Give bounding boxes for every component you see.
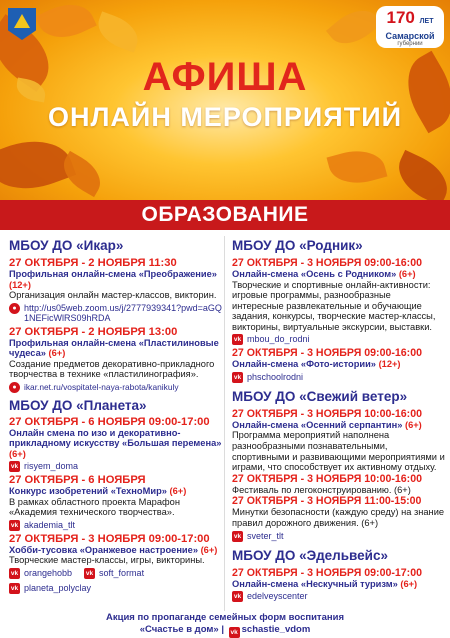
column-divider — [224, 236, 225, 611]
org-title-edelweiss: МБОУ ДО «Эдельвейс» — [232, 547, 388, 563]
event-description: Программа мероприятий наполнена разнообразными познавательными, спортивными и развивающими мероприятиями и играми, что способствует их активному отдыху. — [232, 430, 445, 473]
event-description: Творческие и спортивные онлайн-активности: игровые программы, разнообразные интересные развлекательные и обучающие задания, конкурсы, творческие мастер-классы, викторины, виртуальные экскурсии, выставки. — [232, 279, 436, 332]
footer — [0, 612, 450, 638]
event-description: В рамках областного проекта Марафон «Академия технического творчества». — [9, 496, 180, 518]
footer-line: Акция по пропаганде семейных форм воспитания — [106, 612, 344, 623]
org-title-svezhiy-veter: МБОУ ДО «Свежий ветер» — [232, 388, 408, 404]
org-title-ikar: МБОУ ДО «Икар» — [9, 238, 124, 253]
event-date: 27 ОКТЯБРЯ - 6 НОЯБРЯ — [9, 474, 146, 487]
hero-banner — [0, 0, 450, 200]
leaf-decoration — [35, 0, 96, 47]
vk-link[interactable]: vk mbou_do_rodni — [233, 334, 310, 345]
vk-icon: vk — [85, 570, 94, 578]
event-date: 27 ОКТЯБРЯ - 2 НОЯБРЯ 11:30 — [9, 257, 177, 269]
event-title: Онлайн-смена «Осенний серпантин» (6+) — [232, 419, 422, 430]
event-title: Онлайн-смена «Осень с Родником» (6+) — [232, 269, 416, 279]
pin-icon: ● — [9, 382, 20, 393]
vk-icon: vk — [10, 585, 19, 593]
badge-sub: губернии — [397, 41, 423, 47]
vk-link[interactable]: vk risyem_doma — [10, 461, 79, 472]
event-description: Минутки безопасности (каждую среду) на знание правил дорожного движения. (6+) — [232, 507, 445, 529]
event-date: 27 ОКТЯБРЯ - 3 НОЯБРЯ 09:00-17:00 — [9, 532, 210, 545]
vk-icon: vk — [233, 336, 242, 344]
vk-link[interactable]: vk edelveyscenter — [233, 591, 308, 602]
vk-icon: vk — [233, 373, 242, 381]
vk-link[interactable]: vk sveter_tlt — [233, 530, 284, 541]
badge-label: Самарской — [385, 31, 435, 41]
vk-icon: vk — [230, 628, 238, 636]
anniversary-badge — [376, 6, 444, 48]
section-title: ОБРАЗОВАНИЕ — [0, 200, 450, 230]
vk-icon: vk — [10, 521, 19, 529]
vk-icon: vk — [10, 463, 19, 471]
org-title-rodnik: МБОУ ДО «Родник» — [232, 238, 363, 253]
event-title: Онлайн-смена «Фото-истории» (12+) — [232, 359, 401, 370]
event-title: Профильная онлайн-смена «Пластилиновые чудеса» (6+) — [9, 337, 219, 359]
event-date: 27 ОКТЯБРЯ - 3 НОЯБРЯ 09:00-16:00 — [232, 347, 422, 360]
page-title: АФИША — [142, 55, 308, 99]
badge-small: ЛЕТ — [419, 18, 434, 25]
event-date: 27 ОКТЯБРЯ - 3 НОЯБРЯ 09:00-16:00 — [232, 257, 422, 269]
left-column — [9, 238, 222, 596]
leaf-decoration — [93, 11, 144, 52]
badge-number: 170 — [386, 8, 415, 27]
vk-link[interactable]: vk orangehobb — [10, 568, 73, 579]
event-date: 27 ОКТЯБРЯ - 6 НОЯБРЯ 09:00-17:00 — [9, 415, 210, 428]
event-title: Конкурс изобретений «ТехноМир» (6+) — [9, 486, 187, 497]
footer-vk-link[interactable]: schastie_vdom — [241, 623, 311, 635]
right-column — [232, 238, 445, 604]
org-title-planeta: МБОУ ДО «Планета» — [9, 397, 147, 413]
leaf-decoration — [390, 150, 450, 200]
leaf-decoration — [327, 144, 388, 191]
event-title: Онлайн смена по изо и декоративно-прикладному искусству «Большая перемена» (6+) — [9, 427, 222, 459]
website-link[interactable]: ● ikar.net.ru/vospitatel-naya-rabota/kanikuly — [9, 382, 222, 393]
event-date: 27 ОКТЯБРЯ - 3 НОЯБРЯ 11:00-15:00 — [232, 495, 422, 508]
event-date: 27 ОКТЯБРЯ - 3 НОЯБРЯ 09:00-17:00 — [232, 566, 422, 579]
event-date: 27 ОКТЯБРЯ - 2 НОЯБРЯ 13:00 — [9, 325, 178, 338]
event-description: Создание предметов декоративно-прикладного творчества в технике «пластилинография». — [9, 358, 215, 380]
leaf-decoration — [326, 0, 382, 54]
event-description: Организация онлайн мастер-классов, викторин. — [9, 290, 217, 300]
vk-icon: vk — [10, 570, 19, 578]
event-title: Профильная онлайн-смена «Преображение» (12+) — [9, 269, 217, 290]
vk-link[interactable]: vk phschoolrodni — [233, 371, 304, 382]
event-title: Хобби-тусовка «Оранжевое настроение» (6+) — [9, 544, 218, 555]
vk-link[interactable]: vk planeta_polyclay — [10, 583, 92, 594]
event-description: Творческие мастер-классы, игры, викторины. — [9, 555, 205, 566]
event-date: 27 ОКТЯБРЯ - 3 НОЯБРЯ 10:00-16:00 — [232, 407, 422, 420]
page-subtitle: ОНЛАЙН МЕРОПРИЯТИЙ — [47, 102, 403, 132]
vk-icon: vk — [233, 593, 242, 601]
event-date: 27 ОКТЯБРЯ - 3 НОЯБРЯ 10:00-16:00 — [232, 472, 422, 485]
footer-campaign: «Счастье в дом» | — [139, 623, 224, 635]
pin-icon: ● — [9, 303, 20, 314]
event-title: Онлайн-смена «Нескучный туризм» (6+) — [232, 578, 418, 589]
event-description: Фестиваль по легоконструированию. (6+) — [232, 484, 411, 495]
zoom-link[interactable]: ● http://us05web.zoom.us/j/2777939341?pwd=aGQ1NEFicWlRS09hRDA — [9, 303, 222, 324]
vk-link[interactable]: vk akademia_tlt — [10, 519, 76, 530]
vk-link[interactable]: vk soft_format — [85, 568, 145, 579]
vk-icon: vk — [233, 532, 242, 540]
